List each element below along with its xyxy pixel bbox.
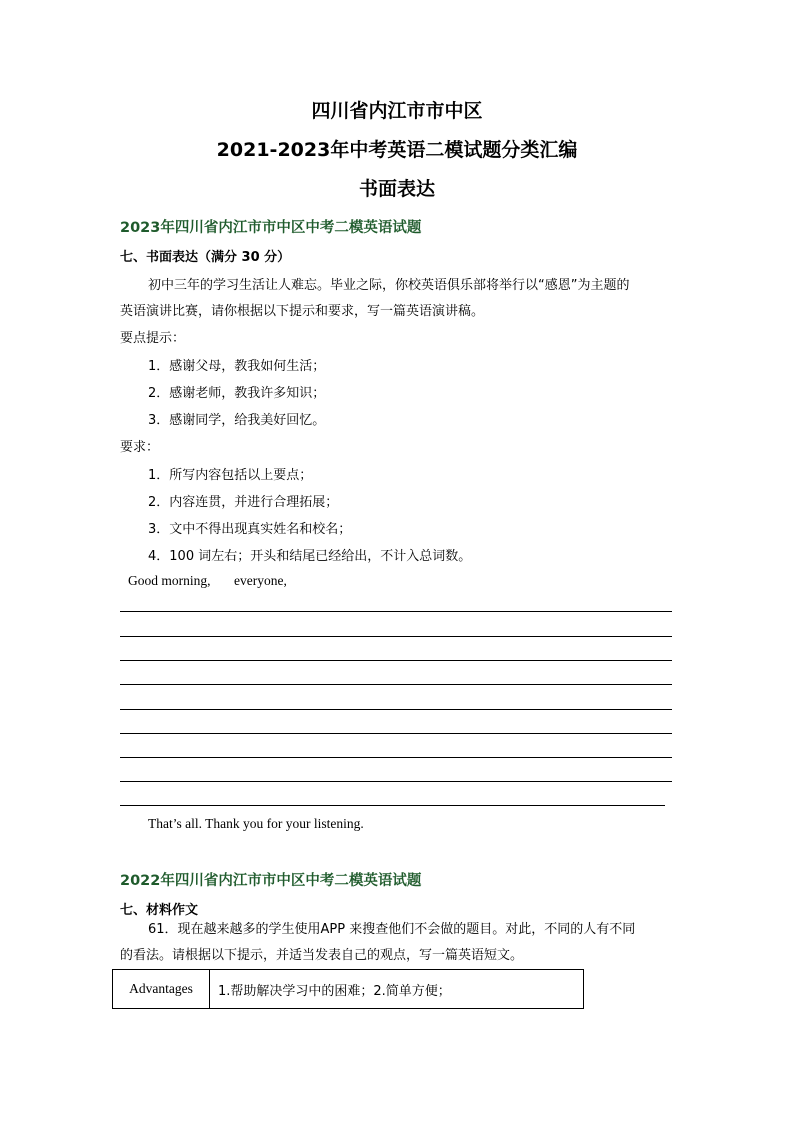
requirement-item: 1．所写内容包括以上要点； xyxy=(148,468,313,483)
section-2023-title: 2023年四川省内江市市中区中考二模英语试题 xyxy=(120,220,422,236)
writing-line xyxy=(120,733,672,734)
requirements-label: 要求： xyxy=(120,440,160,455)
requirement-item: 2．内容连贯，并进行合理拓展； xyxy=(148,495,339,510)
section-2023-question-head: 七、书面表达（满分 30 分） xyxy=(120,250,291,265)
writing-line xyxy=(120,611,672,612)
opening-greeting: Good morning, xyxy=(128,573,211,588)
section-2022-question-head: 七、材料作文 xyxy=(120,903,199,918)
advantages-table xyxy=(112,969,584,1009)
requirement-item: 4．100 词左右；开头和结尾已经给出，不计入总词数。 xyxy=(148,549,472,564)
writing-line xyxy=(120,660,672,661)
document-subtitle: 2021-2023年中考英语二模试题分类汇编 xyxy=(216,139,578,161)
section-2023-prompt-line2: 英语演讲比赛，请你根据以下提示和要求，写一篇英语演讲稿。 xyxy=(120,304,485,319)
writing-line xyxy=(120,709,672,710)
requirement-item: 3．文中不得出现真实姓名和校名； xyxy=(148,522,352,537)
document-title: 四川省内江市市中区 xyxy=(311,100,483,122)
writing-line xyxy=(120,805,665,806)
point-item: 1．感谢父母，教我如何生活； xyxy=(148,359,326,374)
section-2022-prompt-line2: 的看法。请根据以下提示，并适当发表自己的观点，写一篇英语短文。 xyxy=(120,948,524,963)
points-label: 要点提示： xyxy=(120,331,186,346)
section-2023-prompt-line1: 初中三年的学习生活让人难忘。毕业之际，你校英语俱乐部将举行以“感恩”为主题的 xyxy=(148,278,630,293)
writing-line xyxy=(120,684,672,685)
section-2022-title: 2022年四川省内江市市中区中考二模英语试题 xyxy=(120,873,422,889)
section-2022-prompt-line1: 61．现在越来越多的学生使用APP 来搜查他们不会做的题目。对此，不同的人有不同 xyxy=(148,922,636,937)
point-item: 3．感谢同学，给我美好回忆。 xyxy=(148,413,326,428)
closing-line: That’s all. Thank you for your listening. xyxy=(148,816,364,831)
table-cell-value: 1.帮助解决学习中的困难；2.简单方便； xyxy=(210,970,584,1009)
opening-everyone: everyone, xyxy=(234,573,287,588)
writing-line xyxy=(120,636,672,637)
writing-line xyxy=(120,781,672,782)
document-topic: 书面表达 xyxy=(358,178,435,200)
point-item: 2．感谢老师，教我许多知识； xyxy=(148,386,326,401)
writing-line xyxy=(120,757,672,758)
table-row xyxy=(113,970,584,1009)
table-cell-label: Advantages xyxy=(113,970,210,1009)
